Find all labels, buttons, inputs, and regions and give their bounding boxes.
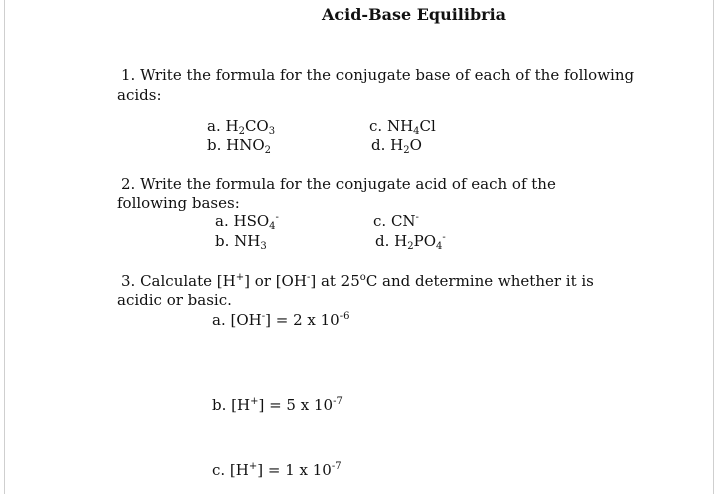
question-2-line-2: following bases:: [117, 194, 240, 212]
q2-item-a: a. $HSO_4^-$: [215, 212, 279, 232]
question-1-line-2: acids:: [117, 86, 162, 104]
q1-item-c: c. $NH_4Cl$: [369, 117, 436, 137]
question-3-line-1: 3. Calculate [H+] or [OH-] at 25$^o$C and determine whether it is: [121, 272, 594, 290]
page-edge-left: [4, 0, 5, 494]
question-1-line-1: 1. Write the formula for the conjugate base of each of the following: [121, 66, 635, 84]
question-2-line-1: 2. Write the formula for the conjugate acid of each of the: [121, 175, 556, 193]
q1-item-d: d. $H_2O$: [371, 136, 422, 156]
q3-part-c: c. [H+] = 1 x $10^{-7}$: [212, 461, 342, 479]
q1-item-a: a. $H_2CO_3$: [207, 117, 276, 137]
q3-part-b: b. [H+] = 5 x $10^{-7}$: [212, 396, 343, 414]
q2-item-b: b. $NH_3$: [215, 232, 267, 252]
q1-item-b: b. $HNO_2$: [207, 136, 272, 156]
page-edge-right: [713, 0, 714, 494]
q3-part-a: a. [OH-] = 2 x $10^{-6}$: [212, 311, 350, 329]
q2-item-c: c. CN-: [373, 212, 419, 230]
q2-item-d: d. $H_2PO_4^-$: [375, 232, 446, 252]
question-3-line-2: acidic or basic.: [117, 291, 232, 309]
page-title: Acid-Base Equilibria: [322, 5, 507, 24]
